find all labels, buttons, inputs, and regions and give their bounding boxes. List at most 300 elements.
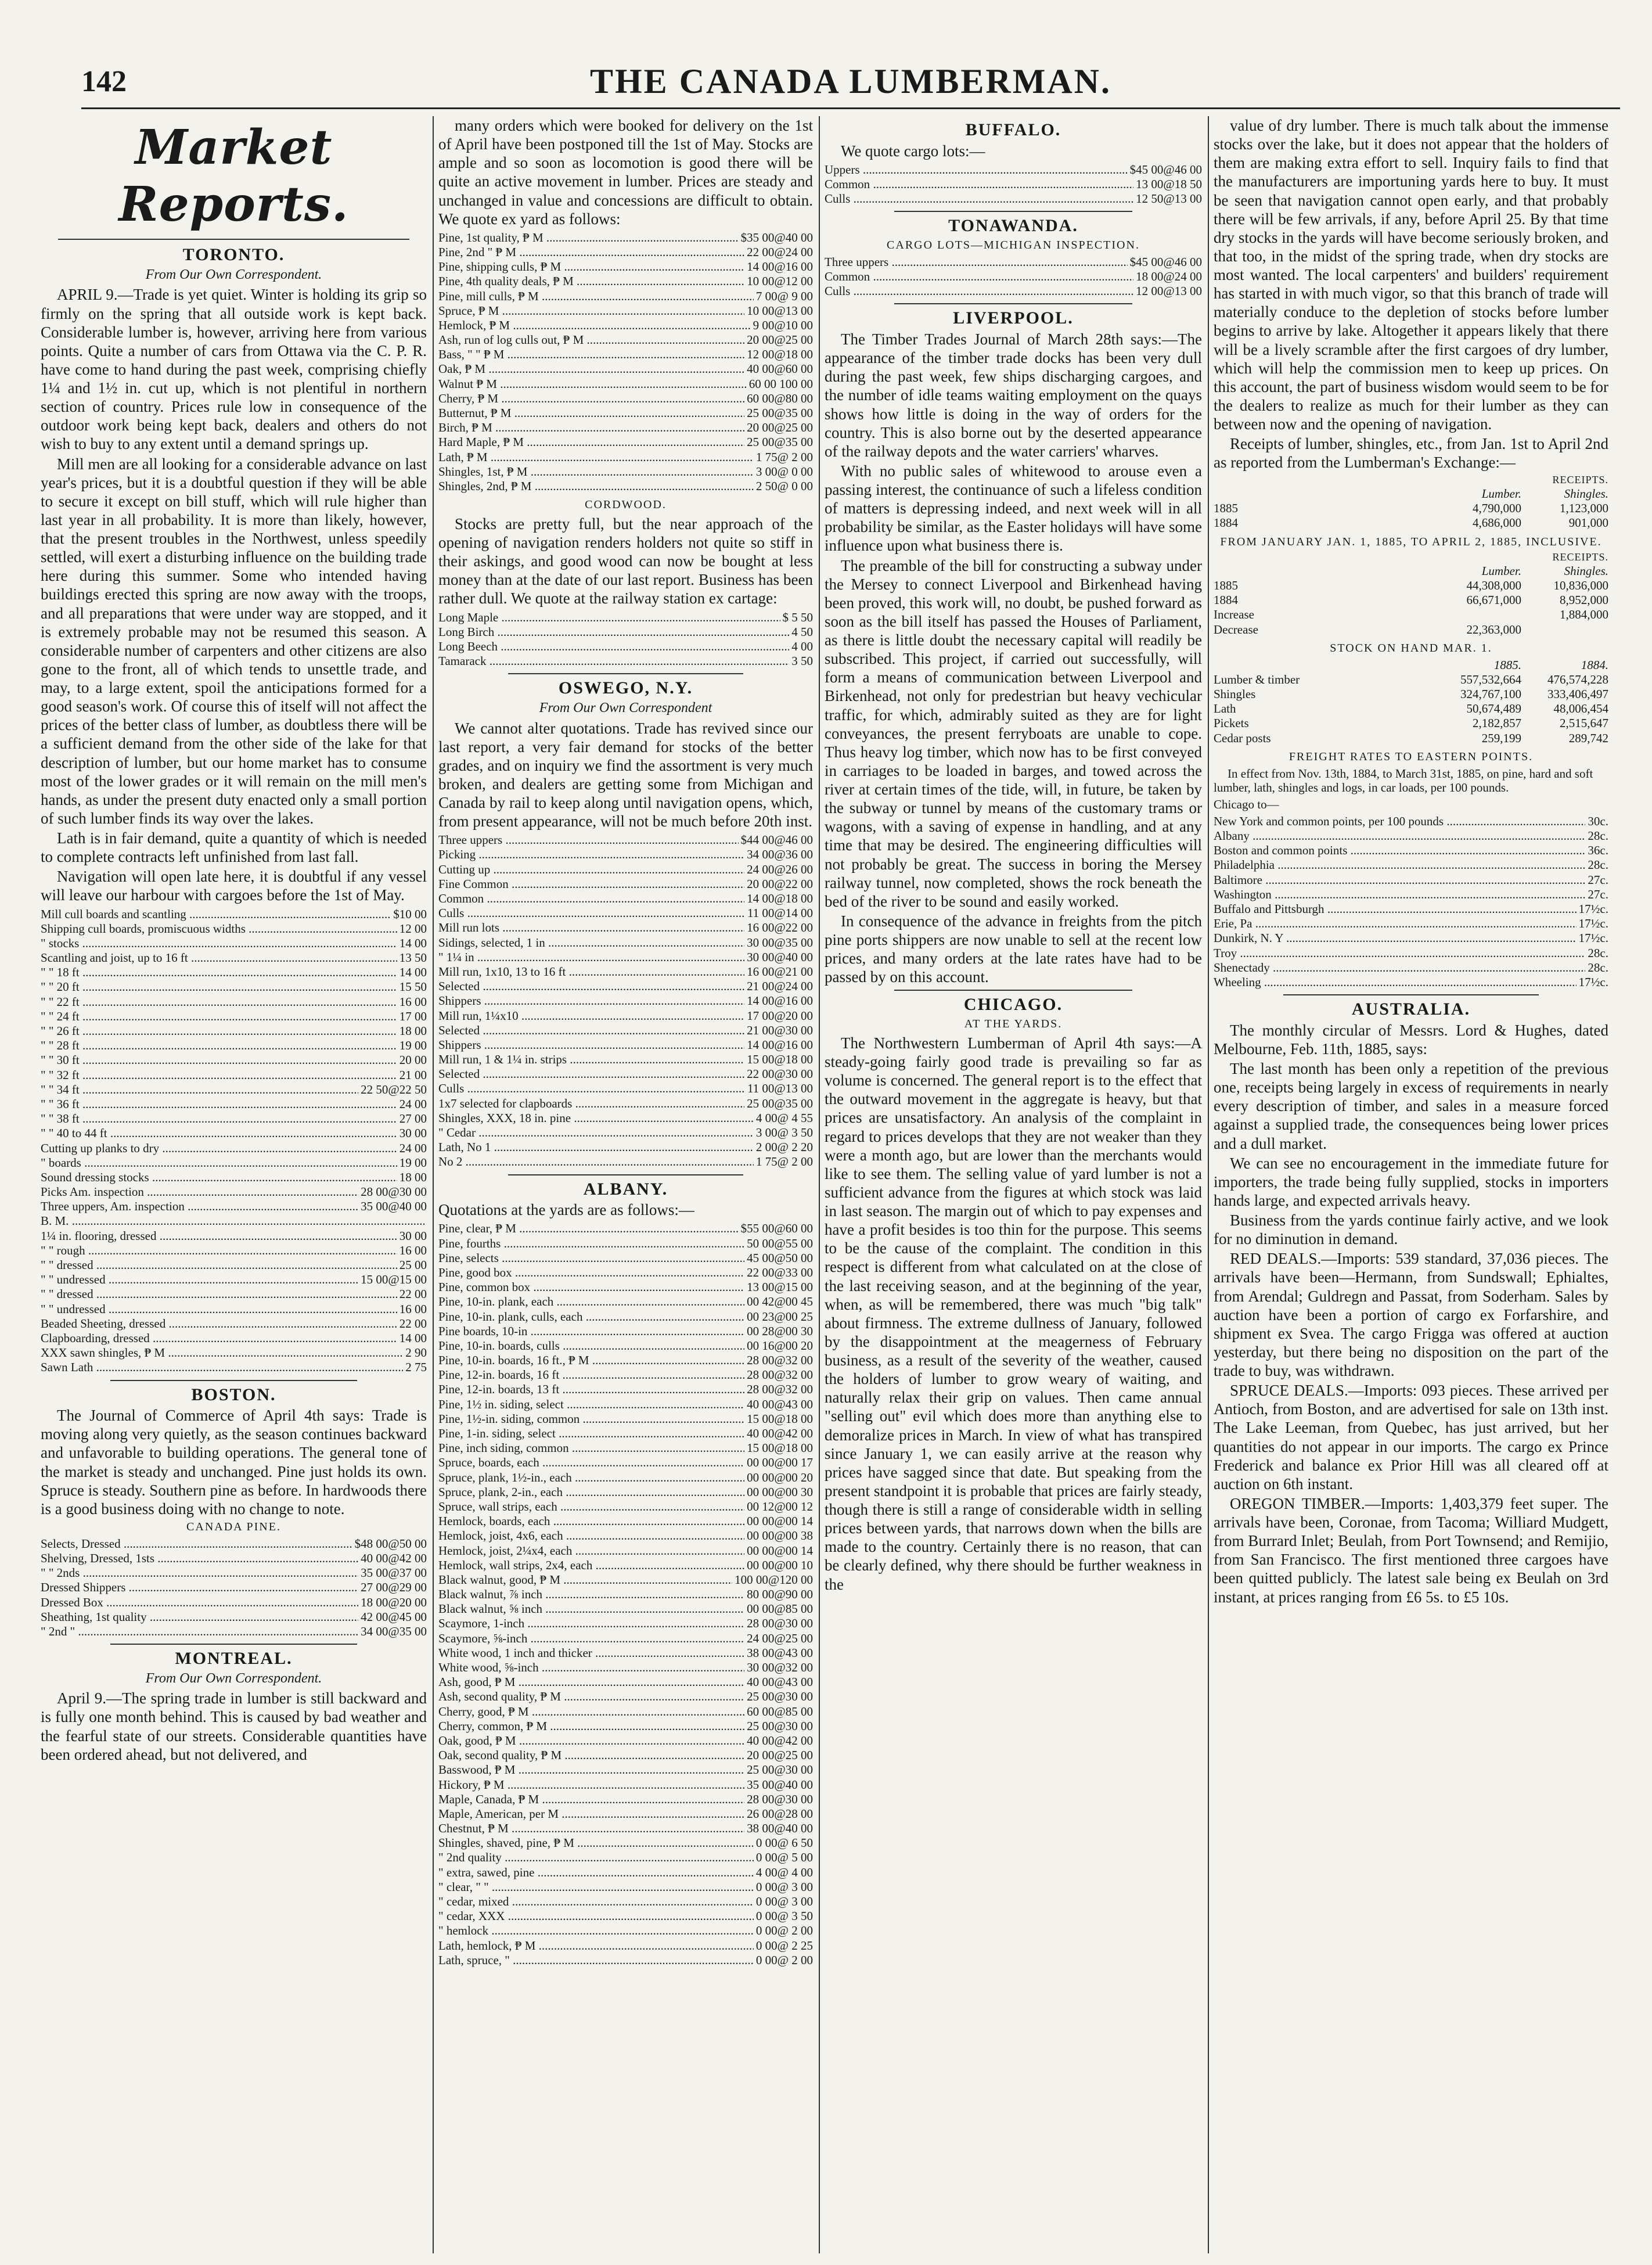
price-label: " " dressed ..... bbox=[41, 1258, 397, 1272]
price-label: Tamarack ..... bbox=[438, 654, 789, 668]
price-value: 10 00@12 00 bbox=[747, 274, 813, 289]
price-row bbox=[438, 1412, 813, 1426]
price-row bbox=[438, 1485, 813, 1500]
divider bbox=[58, 239, 409, 240]
price-row bbox=[438, 1821, 813, 1836]
price-row bbox=[438, 1631, 813, 1646]
divider bbox=[110, 1380, 357, 1381]
price-row bbox=[438, 1909, 813, 1924]
stat-label: 1885 bbox=[1214, 578, 1238, 593]
price-label: Albany ..... bbox=[1214, 829, 1585, 843]
freight-table bbox=[1214, 814, 1608, 990]
price-value: 17½c. bbox=[1578, 916, 1608, 931]
price-value: 20 00@22 00 bbox=[747, 876, 813, 891]
price-label: Pine, good box ..... bbox=[438, 1265, 744, 1280]
price-row bbox=[41, 1126, 427, 1141]
stat-row bbox=[1214, 716, 1608, 731]
price-row bbox=[438, 1265, 813, 1280]
divider bbox=[894, 990, 1132, 991]
price-row bbox=[438, 1587, 813, 1602]
price-label: Selected ..... bbox=[438, 1067, 744, 1081]
stat-label: Pickets bbox=[1214, 716, 1249, 731]
price-label: Hemlock, boards, each ..... bbox=[438, 1514, 744, 1529]
stat-column-header: Shingles. bbox=[1564, 563, 1608, 578]
price-row bbox=[438, 289, 813, 304]
montreal-title: MONTREAL. bbox=[175, 1649, 293, 1669]
price-value: 00 28@00 30 bbox=[747, 1324, 813, 1338]
price-value: 17 00 bbox=[399, 1009, 427, 1023]
price-label: Clapboarding, dressed ..... bbox=[41, 1331, 397, 1346]
stat-value: 8,952,000 bbox=[1560, 593, 1608, 607]
price-row bbox=[438, 1953, 813, 1968]
paragraph: The last month has been only a repetition of the previous one, receipts being largely in excess of requirements in nearly every description of timber, and sales in a measure forced against a supplied trade, the consequences being lower prices and a dull market. bbox=[1214, 1060, 1608, 1152]
price-value: 0 00@ 2 00 bbox=[755, 1953, 813, 1967]
price-value: 2 90 bbox=[405, 1346, 427, 1360]
divider bbox=[894, 211, 1132, 212]
price-value: 0 00@ 5 00 bbox=[755, 1850, 813, 1865]
price-row bbox=[1214, 975, 1608, 990]
price-label: Ash, run of log culls out, ₱ M ..... bbox=[438, 333, 744, 347]
price-label: " 1¼ in ..... bbox=[438, 950, 744, 965]
price-value: 35 00@37 00 bbox=[361, 1566, 427, 1580]
price-value: 00 16@00 20 bbox=[747, 1338, 813, 1353]
price-row bbox=[41, 1024, 427, 1038]
price-row bbox=[438, 1807, 813, 1821]
publication-title: THE CANADA LUMBERMAN. bbox=[589, 62, 1112, 100]
price-row bbox=[41, 1170, 427, 1185]
price-label: Long Maple ..... bbox=[438, 610, 780, 625]
price-label: New York and common points, per 100 pounds ..... bbox=[1214, 814, 1585, 829]
price-label: " " 20 ft ..... bbox=[41, 980, 397, 994]
price-label: Spruce, ₱ M ..... bbox=[438, 304, 744, 318]
price-row bbox=[438, 420, 813, 435]
price-value: 12 00 bbox=[399, 921, 427, 936]
price-row bbox=[41, 1083, 427, 1097]
price-row bbox=[825, 284, 1202, 299]
price-row bbox=[438, 274, 813, 289]
oswego-byline: From Our Own Correspondent bbox=[539, 700, 712, 716]
price-label: Pine, 1½ in. siding, select ..... bbox=[438, 1397, 744, 1412]
divider bbox=[1283, 994, 1539, 995]
stat-value: 2,515,647 bbox=[1560, 716, 1608, 731]
price-value: $45 00@46 00 bbox=[1129, 254, 1202, 269]
price-value: 22 50@22 50 bbox=[361, 1082, 427, 1096]
price-value: 19 00 bbox=[399, 1155, 427, 1170]
paragraph: Receipts of lumber, shingles, etc., from Jan. 1st to April 2nd as reported from the Lumberman's Exchange:— bbox=[1214, 435, 1608, 472]
price-label: Butternut, ₱ M ..... bbox=[438, 406, 744, 420]
tonawanda-subtitle: CARGO LOTS—MICHIGAN INSPECTION. bbox=[887, 239, 1140, 252]
price-row bbox=[438, 1705, 813, 1719]
price-value: 24 00@26 00 bbox=[747, 862, 813, 876]
price-value: 21 00 bbox=[399, 1067, 427, 1082]
stat-label: 1885 bbox=[1214, 501, 1238, 516]
price-value: 18 00 bbox=[399, 1170, 427, 1184]
price-value: 0 00@ 2 25 bbox=[755, 1938, 813, 1953]
stat-column-header: Lumber. bbox=[1481, 563, 1521, 578]
price-row bbox=[438, 318, 813, 333]
price-row bbox=[1214, 961, 1608, 975]
albany-price-table bbox=[438, 1221, 813, 1968]
price-row bbox=[41, 1331, 427, 1346]
price-label: Fine Common ..... bbox=[438, 877, 744, 891]
market-reports-masthead: Market Reports. bbox=[118, 120, 349, 232]
price-value: 15 00@18 00 bbox=[747, 1441, 813, 1455]
paragraph: The Northwestern Lumberman of April 4th says:—A steady-going fairly good trade is prevailing so far as volume is concerned. The general report is to the effect that the outward movement in the aggregate is heavy, but that prices are unsatisfactory. An analysis of the complaint in regard to prices develops that they are not weaker than they were a month ago, but are lower than the merchants would like to see them. The selling value of yard lumber is not a sufficient advance from the figures at which stock was laid in last season. The margin out of which to pay expenses and have a profit besides is too thin for the purpose. This seems to be the cause of the complaint. The condition in this respect is different from what calculated on at the close of the last receiving season, and at the beginning of the year, when, as will be remembered, there was much "big talk" about firmness. The extreme dullness of January, followed by the disappointment at the meagerness of February business, as a result of the severity of the weather, caused the holders of lumber to grow weary of waiting, and naturally relax their grip on values. Then came annual "selling out" evil which does more than anything else to demoralize prices in March. In view of what has transpired since January 1, we can easily arrive at the reason why prices have sagged since that date. But speaking from the present standpoint it is probable that prices are fairly steady, though there is still a range of considerable width in selling prices between yards, that narrows down when the bills are made to the country. Certainly there is no reason, that can be clearly defined, why there should be further weakness in the bbox=[825, 1034, 1202, 1593]
price-value: 14 00 bbox=[399, 936, 427, 950]
price-label: " " 34 ft ..... bbox=[41, 1083, 358, 1097]
price-row bbox=[438, 847, 813, 862]
boston-title: BOSTON. bbox=[191, 1385, 276, 1404]
price-value: 0 00@ 2 00 bbox=[755, 1924, 813, 1938]
price-label: " " 26 ft ..... bbox=[41, 1024, 397, 1038]
price-label: " " 40 to 44 ft ..... bbox=[41, 1126, 397, 1141]
price-label: Pine, 2nd " ₱ M ..... bbox=[438, 245, 744, 260]
price-row bbox=[438, 1111, 813, 1126]
price-row bbox=[41, 1243, 427, 1258]
price-row bbox=[438, 362, 813, 376]
price-value: 38 00@43 00 bbox=[747, 1645, 813, 1660]
price-row bbox=[825, 163, 1202, 177]
price-row bbox=[41, 922, 427, 936]
price-row bbox=[438, 406, 813, 420]
price-value: 00 23@00 25 bbox=[747, 1309, 813, 1324]
montreal-price-table bbox=[438, 231, 813, 494]
price-label: Common ..... bbox=[825, 269, 1133, 284]
price-label: Oak, second quality, ₱ M ..... bbox=[438, 1748, 744, 1763]
price-label: Hemlock, joist, 4x6, each ..... bbox=[438, 1529, 744, 1543]
price-row bbox=[438, 245, 813, 260]
price-label: " cedar, XXX ..... bbox=[438, 1909, 754, 1924]
price-row bbox=[438, 1140, 813, 1155]
stat-row bbox=[1214, 516, 1608, 530]
price-row bbox=[41, 995, 427, 1009]
price-row bbox=[41, 951, 427, 965]
price-value: 4 50 bbox=[791, 624, 813, 639]
price-label: XXX sawn shingles, ₱ M ..... bbox=[41, 1346, 403, 1360]
stat-label: 1884 bbox=[1214, 593, 1238, 607]
price-row bbox=[438, 965, 813, 979]
price-row bbox=[41, 1317, 427, 1331]
price-value: 40 00@42 00 bbox=[361, 1551, 427, 1565]
australia-body bbox=[1214, 1021, 1608, 1606]
price-value: 45 00@50 00 bbox=[747, 1250, 813, 1265]
price-row bbox=[41, 1156, 427, 1170]
price-row bbox=[41, 1199, 427, 1214]
price-value: 24 00@25 00 bbox=[747, 1631, 813, 1645]
price-label: Hard Maple, ₱ M ..... bbox=[438, 435, 744, 450]
price-value: 00 12@00 12 bbox=[747, 1499, 813, 1513]
price-label: " " rough ..... bbox=[41, 1243, 397, 1258]
price-row bbox=[438, 1778, 813, 1792]
price-value: 0 00@ 3 00 bbox=[755, 1894, 813, 1909]
price-value: 22 00@30 00 bbox=[747, 1067, 813, 1081]
stat-value: 333,406,497 bbox=[1547, 687, 1608, 702]
price-label: Pine, 1½-in. siding, common ..... bbox=[438, 1412, 744, 1426]
price-value: 9 00@10 00 bbox=[753, 318, 813, 332]
price-value: 00 00@00 30 bbox=[747, 1484, 813, 1499]
boston-price-table bbox=[41, 1537, 427, 1639]
price-row bbox=[1214, 843, 1608, 858]
stat-row bbox=[1214, 731, 1608, 746]
price-row bbox=[438, 1850, 813, 1865]
price-value: 22 00@33 00 bbox=[747, 1265, 813, 1279]
stat-label: Shingles bbox=[1214, 687, 1256, 702]
price-row bbox=[438, 1052, 813, 1067]
price-row bbox=[438, 435, 813, 450]
stat-value: 66,671,000 bbox=[1466, 593, 1521, 607]
price-row bbox=[438, 610, 813, 625]
australia-title: AUSTRALIA. bbox=[1351, 1000, 1471, 1019]
albany-intro: Quotations at the yards are as follows:— bbox=[438, 1201, 694, 1219]
buffalo-intro: We quote cargo lots:— bbox=[841, 142, 985, 160]
price-row bbox=[438, 1514, 813, 1529]
price-row bbox=[438, 1675, 813, 1689]
price-row bbox=[438, 1221, 813, 1236]
price-label: Pine boards, 10-in ..... bbox=[438, 1324, 744, 1339]
stat-value: 48,006,454 bbox=[1553, 702, 1608, 716]
price-value: 40 00@60 00 bbox=[747, 362, 813, 376]
price-value: 11 00@13 00 bbox=[747, 1081, 813, 1096]
price-row bbox=[438, 377, 813, 391]
price-label: " " 24 ft ..... bbox=[41, 1009, 397, 1024]
price-label: Selected ..... bbox=[438, 1023, 744, 1038]
price-value: 30 00 bbox=[399, 1126, 427, 1141]
boston-subtitle: CANADA PINE. bbox=[186, 1520, 281, 1533]
price-label: Mill run, 1 & 1¼ in. strips ..... bbox=[438, 1052, 744, 1067]
price-label: Pine, 12-in. boards, 16 ft ..... bbox=[438, 1368, 744, 1382]
price-value: 2 00@ 2 20 bbox=[755, 1140, 813, 1155]
price-row bbox=[41, 1610, 427, 1624]
price-value: 00 00@00 38 bbox=[747, 1529, 813, 1543]
montreal-body bbox=[41, 1689, 427, 1764]
price-label: Cutting up ..... bbox=[438, 862, 744, 877]
price-value: 13 00@18 50 bbox=[1136, 177, 1202, 191]
price-label: " extra, sawed, pine ..... bbox=[438, 1865, 754, 1880]
price-row bbox=[41, 936, 427, 951]
paragraph: We can see no encouragement in the immediate future for importers, the trade being fully supplied, stocks in importers hands large, and expected arrivals heavy. bbox=[1214, 1154, 1608, 1209]
stat-value: 4,790,000 bbox=[1473, 501, 1521, 516]
price-value: 60 00@80 00 bbox=[747, 391, 813, 405]
price-value: 28c. bbox=[1588, 960, 1608, 975]
price-label: Scaymore, ⅝-inch ..... bbox=[438, 1631, 744, 1646]
price-row bbox=[438, 1455, 813, 1470]
price-row bbox=[1214, 829, 1608, 843]
price-label: Dunkirk, N. Y ..... bbox=[1214, 931, 1577, 945]
price-label: Oak, good, ₱ M ..... bbox=[438, 1734, 744, 1748]
price-row bbox=[438, 1792, 813, 1807]
price-value: 00 00@00 14 bbox=[747, 1514, 813, 1529]
price-row bbox=[438, 639, 813, 654]
price-label: Troy ..... bbox=[1214, 946, 1585, 961]
price-label: Lath, spruce, " ..... bbox=[438, 1953, 754, 1968]
price-label: " " 2nds ..... bbox=[41, 1566, 358, 1580]
price-row bbox=[438, 654, 813, 668]
price-value: 30 00@35 00 bbox=[747, 935, 813, 950]
price-label: Pine, 10-in. boards, 16 ft., ₱ M ..... bbox=[438, 1353, 744, 1368]
price-label: " 2nd " ..... bbox=[41, 1624, 358, 1639]
price-value: 3 00@ 0 00 bbox=[755, 464, 813, 479]
paragraph: April 9.—The spring trade in lumber is still backward and is fully one month behind. This is caused by bad weather and the fearful state of our streets. Considerable quantities have been ordered ahead, but not delivered, and bbox=[41, 1689, 427, 1763]
price-label: Pine, 12-in. boards, 13 ft ..... bbox=[438, 1382, 744, 1397]
price-value: 24 00 bbox=[399, 1141, 427, 1155]
price-value: 15 00@15 00 bbox=[361, 1272, 427, 1287]
price-row bbox=[438, 625, 813, 639]
price-label: Dressed Box ..... bbox=[41, 1595, 358, 1610]
price-value: $10 00 bbox=[393, 907, 427, 921]
price-label: Long Birch ..... bbox=[438, 625, 789, 639]
price-value: 11 00@14 00 bbox=[747, 906, 813, 921]
stat-column-headers bbox=[1214, 487, 1608, 501]
price-label: " " undressed ..... bbox=[41, 1302, 397, 1317]
price-row bbox=[438, 1763, 813, 1777]
price-label: Pine, 1-in. siding, select ..... bbox=[438, 1426, 744, 1441]
price-value: 00 42@00 45 bbox=[747, 1295, 813, 1309]
price-value: $45 00@46 00 bbox=[1129, 162, 1202, 177]
price-label: Pine, fourths ..... bbox=[438, 1236, 744, 1251]
price-label: Spruce, plank, 2-in., each ..... bbox=[438, 1485, 744, 1500]
paragraph: The Timber Trades Journal of March 28th says:—The appearance of the timber trade docks has been very dull during the past week, few ships discharging cargoes, and the number of idle teams waiting employment on the quays shows how little is doing in the way of orders for the country. This is also borne out by the deserted appearance of the railway depots and the water carriers' wharves. bbox=[825, 330, 1202, 460]
price-row bbox=[438, 1236, 813, 1251]
paragraph: The preamble of the bill for constructing a subway under the Mersey to connect Liverpool and Birkenhead having been proved, this work will, no doubt, be pushed forward as soon as the bill itself has passed the Houses of Parliament, as there is little doubt the necessary capital will readily be subscribed. This project, if carried out successfully, will form a means of communication between Liverpool and Birkenhead, not only for predestrian but heavy vechicular traffic, for which, admirably suited as they are for light conveyances, the present ferryboats are unable to cope. Thus heavy log timber, which now has to be first conveyed in carriages to be loaded in barges, and towed across the river at certain times of the tide, will, in future, be taken by the subway or tunnel by means of the customary trams or wagons, with a saving of expense in handling, and at any time that may be desired. The engineering difficulties will not probably be great. The success in boring the Mersey railway tunnel, now completed, shows the rock beneath the bed of the river to be sound and easily worked. bbox=[825, 556, 1202, 910]
price-row bbox=[41, 1097, 427, 1112]
price-label: " " 38 ft ..... bbox=[41, 1112, 397, 1126]
stat-row bbox=[1214, 607, 1608, 622]
price-value bbox=[424, 1214, 427, 1228]
price-value: 30 00@32 00 bbox=[747, 1660, 813, 1675]
price-label: Selected ..... bbox=[438, 979, 744, 994]
price-row bbox=[41, 1229, 427, 1243]
price-label: Ash, good, ₱ M ..... bbox=[438, 1675, 744, 1689]
price-row bbox=[1214, 873, 1608, 887]
price-row bbox=[438, 1280, 813, 1295]
price-label: Philadelphia ..... bbox=[1214, 858, 1585, 872]
price-row bbox=[438, 979, 813, 994]
boston-body bbox=[41, 1406, 427, 1518]
price-row bbox=[438, 994, 813, 1008]
price-row bbox=[41, 980, 427, 994]
price-row bbox=[41, 1287, 427, 1302]
price-row bbox=[438, 1500, 813, 1514]
cordwood-body: Stocks are pretty full, but the near approach of the opening of navigation renders holders not quite so stiff in their askings, and good wood can now be bought at less money than at the date of our last report. Business has been rather dull. We quote at the railway station ex cartage: bbox=[438, 515, 813, 607]
tonawanda-price-table bbox=[825, 255, 1202, 299]
price-row bbox=[41, 1537, 427, 1551]
price-label: Sheathing, 1st quality ..... bbox=[41, 1610, 358, 1624]
price-row bbox=[438, 950, 813, 965]
price-label: Hickory, ₱ M ..... bbox=[438, 1778, 744, 1792]
price-label: Lath, No 1 ..... bbox=[438, 1140, 754, 1155]
price-label: " " 18 ft ..... bbox=[41, 965, 397, 980]
price-value: 22 00@24 00 bbox=[747, 245, 813, 259]
price-row bbox=[438, 391, 813, 406]
price-value: 60 00@85 00 bbox=[747, 1704, 813, 1718]
stat-value bbox=[1521, 623, 1608, 637]
price-label: Pine, 1st quality, ₱ M ..... bbox=[438, 231, 739, 245]
price-label: " Cedar ..... bbox=[438, 1126, 754, 1140]
price-label: Mill cull boards and scantling ..... bbox=[41, 907, 391, 922]
price-row bbox=[438, 1894, 813, 1909]
paragraph: APRIL 9.—Trade is yet quiet. Winter is holding its grip so firmly on the spring that all outside work is kept back. Considerable lumber is, however, arriving here from various points. Quite a number of cars from Ottawa via the C. P. R. have come to hand during the past week, comprising chiefly 1¼ and 1½ in. cut up, which is not plentiful in northern section of country. Prices rule low in consequence of the outdoor work being kept back, dealers and others do not wish to buy to any extent until a demand springs up. bbox=[41, 286, 427, 453]
paragraph: Mill men are all looking for a considerable advance on last year's prices, but it is a doubtful question if they will be able to secure it except on bill stuff, which will rule higher than last year in all probability. It is more than likely, however, that the present troubles in the Northwest, unless speedily settled, will exert a disturbing influence on the building trade here during this summer. Some who intended having buildings erected this spring are now away with the troops, and all preparations that were under way are stopped, and it is extremely probable may not be resumed this season. A considerable number of carpenters and other citizens are also gone to the front, all of which tends to unsettle trade, and may, to a large extent, spoil the anticipations formed for a good season's work. Of course this of itself will not affect the prices of the better class of lumber, as doubtless there will be a sufficient demand from the other side of the lake for that description of lumber, but our home market has to consume most of the lower grades or it will remain on the mill men's hands, as under the present duty enacted only a small portion of such lumber finds its way over the lakes. bbox=[41, 455, 427, 827]
oswego-price-table bbox=[438, 833, 813, 1169]
price-value: 2 50@ 0 00 bbox=[755, 479, 813, 493]
divider bbox=[110, 1644, 357, 1645]
price-label: Lath, hemlock, ₱ M ..... bbox=[438, 1939, 754, 1953]
price-row bbox=[1214, 858, 1608, 872]
price-label: Uppers ..... bbox=[825, 163, 1128, 177]
price-label: Hemlock, wall strips, 2x4, each ..... bbox=[438, 1558, 744, 1573]
price-label: Cutting up planks to dry ..... bbox=[41, 1141, 397, 1156]
price-row bbox=[1214, 916, 1608, 931]
price-row bbox=[438, 347, 813, 362]
price-label: Cherry, ₱ M ..... bbox=[438, 391, 744, 406]
price-value: 18 00@24 00 bbox=[1136, 269, 1202, 284]
price-value: 14 00 bbox=[399, 965, 427, 980]
price-value: 22 00 bbox=[399, 1287, 427, 1302]
page-header bbox=[81, 55, 1620, 109]
price-row bbox=[1214, 946, 1608, 961]
montreal-byline: From Our Own Correspondent. bbox=[145, 1670, 322, 1686]
price-value: 4 00@ 4 55 bbox=[755, 1110, 813, 1125]
price-row bbox=[438, 1397, 813, 1412]
price-row bbox=[41, 1566, 427, 1580]
stat-label: Increase bbox=[1214, 607, 1254, 622]
price-value: 24 00 bbox=[399, 1096, 427, 1111]
price-label: Culls ..... bbox=[825, 192, 1133, 206]
paragraph: In consequence of the advance in freights from the pitch pine ports shippers are now unable to sell at the recent low prices, and many orders at the late rates have had to be passed by on this account. bbox=[825, 912, 1202, 986]
price-row bbox=[438, 1295, 813, 1309]
price-row bbox=[438, 304, 813, 318]
price-row bbox=[438, 1689, 813, 1704]
stat-value: 557,532,664 bbox=[1460, 672, 1521, 686]
price-row bbox=[438, 1924, 813, 1938]
stat-header: RECEIPTS. bbox=[1552, 474, 1608, 486]
price-value: 28c. bbox=[1588, 858, 1608, 872]
price-value: $48 00@50 00 bbox=[354, 1536, 427, 1551]
price-row bbox=[438, 1067, 813, 1081]
stat-column-header: 1885. bbox=[1493, 657, 1521, 672]
stat-value: 324,767,100 bbox=[1460, 687, 1521, 702]
price-label: Baltimore ..... bbox=[1214, 873, 1585, 887]
price-value: 3 50 bbox=[791, 654, 813, 668]
chicago-subtitle: AT THE YARDS. bbox=[964, 1018, 1063, 1031]
price-label: Culls ..... bbox=[825, 284, 1133, 299]
price-label: " " 32 ft ..... bbox=[41, 1068, 397, 1083]
price-label: Picks Am. inspection ..... bbox=[41, 1185, 358, 1199]
price-row bbox=[438, 877, 813, 891]
price-value: 00 00@00 17 bbox=[747, 1455, 813, 1470]
price-label: Pine, selects ..... bbox=[438, 1251, 744, 1265]
price-row bbox=[438, 465, 813, 479]
price-value: 25 00@30 00 bbox=[747, 1763, 813, 1777]
stock-table bbox=[1214, 658, 1608, 746]
price-value: 15 00@18 00 bbox=[747, 1052, 813, 1067]
liverpool-title: LIVERPOOL. bbox=[953, 308, 1074, 328]
stat-column-header: Shingles. bbox=[1564, 486, 1608, 501]
price-value: 16 00@21 00 bbox=[747, 964, 813, 979]
paragraph: many orders which were booked for delivery on the 1st of April have been postponed till the 1st of May. Stocks are ample and so soon as locomotion is good there will be quite an active movement in lumber. Prices are steady and unchanged in value and concessions are difficult to obtain. We quote ex yard as follows: bbox=[438, 117, 813, 228]
price-row bbox=[438, 1836, 813, 1850]
price-value: 00 00@85 00 bbox=[747, 1602, 813, 1616]
price-label: Three uppers, Am. inspection ..... bbox=[41, 1199, 358, 1214]
price-label: Scantling and joist, up to 16 ft ..... bbox=[41, 951, 397, 965]
price-label: Shingles, 2nd, ₱ M ..... bbox=[438, 479, 754, 494]
price-row bbox=[438, 1368, 813, 1382]
price-row bbox=[438, 1096, 813, 1111]
price-row bbox=[438, 1471, 813, 1485]
price-row bbox=[438, 833, 813, 847]
price-value: 00 00@00 14 bbox=[747, 1543, 813, 1558]
price-value: 14 00 bbox=[399, 1331, 427, 1345]
